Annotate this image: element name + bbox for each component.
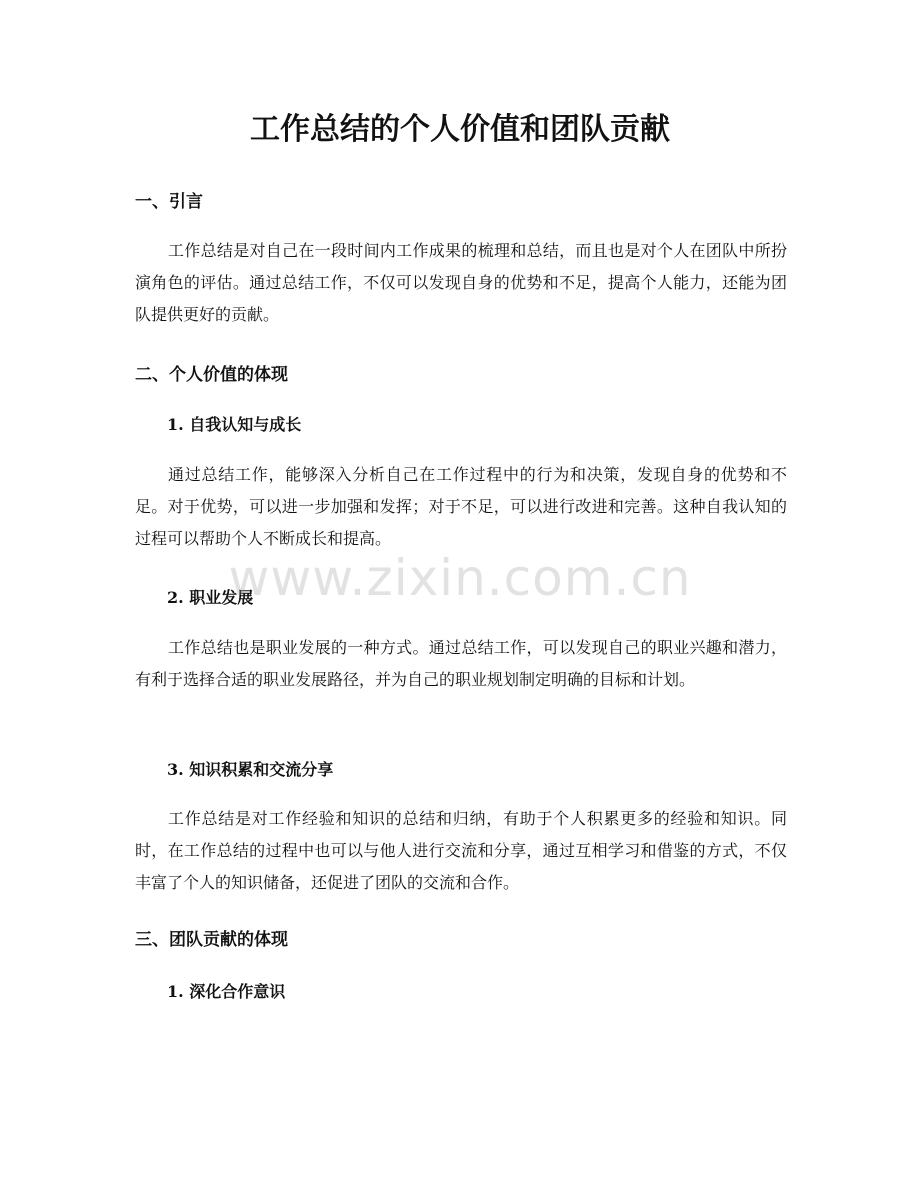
section-heading-personal-value: 二、个人价值的体现 [135, 365, 288, 385]
section-heading-introduction: 一、引言 [135, 192, 203, 212]
introduction-paragraph: 工作总结是对自己在一段时间内工作成果的梳理和总结，而且也是对个人在团队中所扮演角色的评估。通过总结工作，不仅可以发现自身的优势和不足，提高个人能力，还能为团队提供更好的贡献。 [135, 241, 787, 324]
watermark-text: www.zixin.com.cn [228, 549, 692, 607]
subheading-career-development: 2. 职业发展 [167, 588, 254, 607]
knowledge-sharing-paragraph: 工作总结是对工作经验和知识的总结和归纳，有助于个人积累更多的经验和知识。同时，在工作总结的过程中也可以与他人进行交流和分享，通过互相学习和借鉴的方式，不仅丰富了个人的知识储备，还促进了团队的交流和合作。 [135, 809, 787, 892]
subheading-self-awareness: 1. 自我认知与成长 [167, 415, 302, 434]
self-awareness-paragraph: 通过总结工作，能够深入分析自己在工作过程中的行为和决策，发现自身的优势和不足。对于优势，可以进一步加强和发挥；对于不足，可以进行改进和完善。这种自我认知的过程可以帮助个人不断成长和提高。 [135, 465, 787, 548]
career-development-paragraph: 工作总结也是职业发展的一种方式。通过总结工作，可以发现自己的职业兴趣和潜力，有利于选择合适的职业发展路径，并为自己的职业规划制定明确的目标和计划。 [135, 638, 787, 689]
subheading-cooperation-awareness: 1. 深化合作意识 [167, 982, 286, 1001]
section-heading-team-contribution: 三、团队贡献的体现 [135, 930, 288, 950]
document-title: 工作总结的个人价值和团队贡献 [250, 112, 670, 147]
subheading-knowledge-sharing: 3. 知识积累和交流分享 [167, 760, 334, 779]
